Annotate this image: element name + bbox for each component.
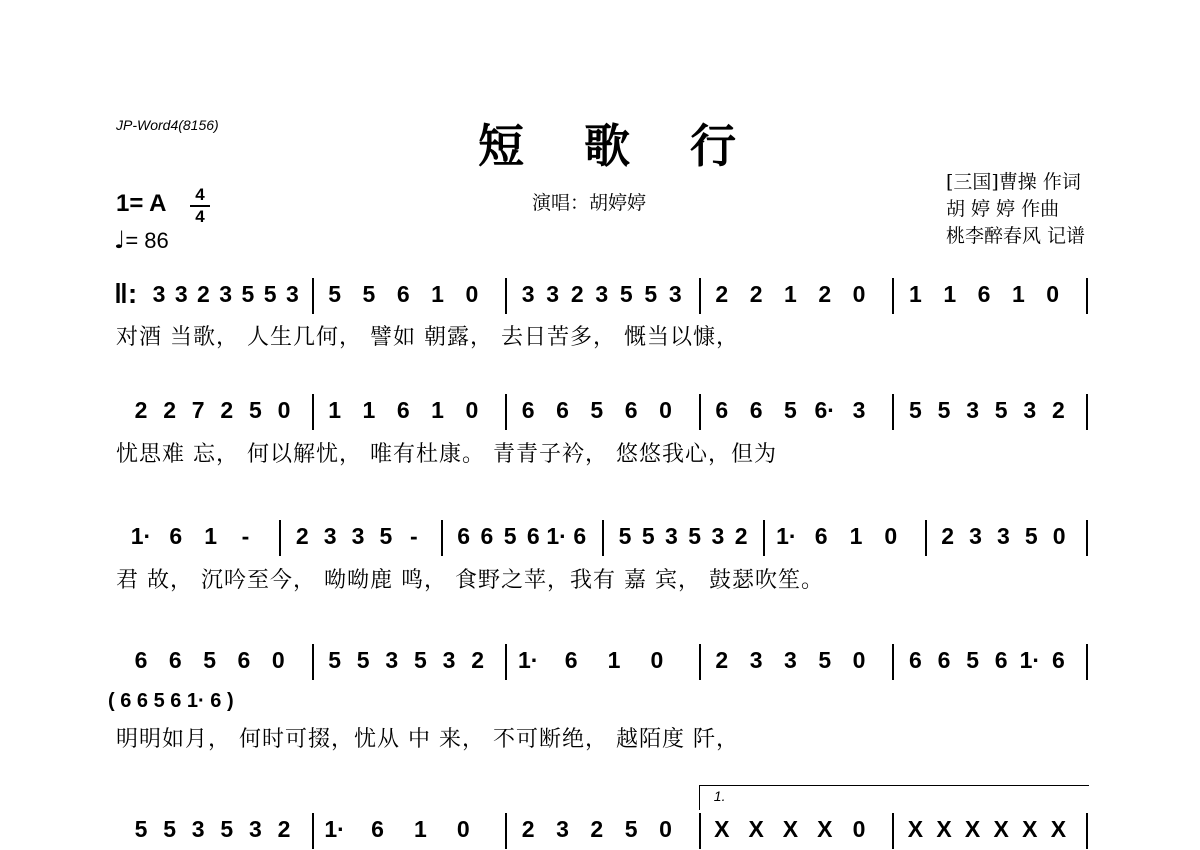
note: 0: [465, 281, 479, 307]
note: 6: [937, 647, 951, 673]
note: 1: [204, 523, 218, 549]
volta-label: 1.: [713, 788, 726, 804]
note: 2: [715, 647, 729, 673]
note: 6: [977, 281, 991, 307]
volta-bracket: [699, 785, 1089, 810]
lyrics-line: 忧思难 忘， 何以解忧， 唯有杜康。 青青子衿， 悠悠我心，但为: [116, 442, 777, 467]
key-signature: [116, 185, 205, 226]
barline: [892, 278, 894, 314]
note: 3: [749, 647, 763, 673]
note: 3: [248, 816, 262, 842]
note: 0: [271, 647, 285, 673]
note: 1·: [776, 523, 797, 549]
note: 2: [818, 281, 832, 307]
note: 6: [715, 397, 729, 423]
lyrics-line: 明明如月， 何时可掇，忧从 中 来， 不可断绝， 越陌度 阡，: [116, 727, 739, 752]
note: 0: [659, 397, 672, 423]
note: 3: [546, 281, 560, 307]
note: 5: [503, 523, 517, 549]
note: 1·: [517, 647, 539, 673]
barline: [699, 644, 701, 680]
credits-block: [946, 169, 1085, 250]
note: 1·: [130, 523, 152, 549]
note: 5: [818, 647, 832, 673]
note: 5: [644, 281, 658, 307]
note: 1: [849, 523, 863, 549]
note: 5: [220, 816, 234, 842]
barline: [602, 520, 604, 556]
time-numerator: 4: [195, 185, 205, 204]
note: 3: [852, 397, 866, 423]
note: 1: [784, 281, 797, 307]
note: 3: [1023, 397, 1037, 423]
note: 5: [356, 647, 370, 673]
note: -: [409, 523, 418, 549]
note: 5: [263, 281, 277, 307]
note: 1: [607, 647, 621, 673]
note: 5: [624, 816, 638, 842]
note: 3: [174, 281, 188, 307]
note: 3: [966, 397, 979, 423]
note: 6: [564, 647, 578, 673]
note: 2: [295, 523, 309, 549]
note: 6: [1051, 647, 1065, 673]
note: 5: [362, 281, 376, 307]
lyrics-line: 君 故， 沉吟至今， 呦呦鹿 鸣， 食野之苹，我有 嘉 宾， 鼓瑟吹笙。: [116, 568, 824, 593]
note: 0: [650, 647, 664, 673]
barline: [763, 520, 765, 556]
note: 3: [323, 523, 337, 549]
note: 6: [396, 397, 410, 423]
note: 3: [665, 523, 678, 549]
barline: [312, 278, 314, 314]
note: 0: [456, 816, 470, 842]
note: 6·: [814, 397, 835, 423]
note: 0: [465, 397, 479, 423]
note: 1: [1011, 281, 1025, 307]
note: X: [964, 816, 981, 842]
note: 0: [659, 816, 672, 842]
barline: [699, 813, 701, 849]
note: 6: [908, 647, 922, 673]
note: 2: [471, 647, 484, 673]
note: 2: [734, 523, 748, 549]
note: 3: [996, 523, 1010, 549]
software-version: JP-Word4(8156): [116, 117, 219, 133]
note: 5: [784, 397, 797, 423]
barline: [312, 813, 314, 849]
note: 1: [328, 397, 341, 423]
note: 6: [573, 523, 587, 549]
note: 1·: [324, 816, 345, 842]
note: 5: [248, 397, 262, 423]
note: 0: [277, 397, 291, 423]
barline: [505, 394, 507, 430]
barline: [505, 644, 507, 680]
note: 3: [351, 523, 365, 549]
note: 2: [715, 281, 729, 307]
note: 5: [937, 397, 951, 423]
note: 6: [371, 816, 384, 842]
note: 1·: [546, 523, 567, 549]
note: 1: [431, 281, 444, 307]
note: X: [748, 816, 764, 842]
note: 1: [908, 281, 922, 307]
note: 6: [994, 647, 1008, 673]
note: 3: [219, 281, 233, 307]
note: 5: [641, 523, 655, 549]
note: 3: [442, 647, 456, 673]
note: 5: [1024, 523, 1038, 549]
note: 5: [590, 397, 604, 423]
note: 5: [134, 816, 148, 842]
note: 3: [191, 816, 205, 842]
song-title: 短 歌 行: [478, 119, 759, 173]
barline: [1086, 644, 1088, 680]
quarter-note-icon: ♩: [114, 226, 126, 254]
note: 6: [168, 647, 182, 673]
note: X: [993, 816, 1009, 842]
barline: [441, 520, 443, 556]
composer-credit: 胡 婷 婷 作曲: [945, 198, 1060, 220]
barline: [1086, 813, 1088, 849]
note: 0: [1052, 523, 1066, 549]
note: 3: [152, 281, 166, 307]
note: 2: [941, 523, 955, 549]
note: 2: [590, 816, 604, 842]
note: 5: [966, 647, 979, 673]
note: 3: [285, 281, 299, 307]
note: 6: [396, 281, 410, 307]
note: 2: [134, 397, 148, 423]
barline: [1086, 394, 1088, 430]
note: 6: [480, 523, 494, 549]
transcriber-credit: 桃李醉春风 记谱: [945, 225, 1085, 247]
note: 3: [521, 281, 535, 307]
note: 1: [431, 397, 444, 423]
barline: [699, 278, 701, 314]
note: 5: [379, 523, 393, 549]
note: 5: [241, 281, 255, 307]
singer-credit: 演唱：胡婷婷: [532, 192, 647, 214]
tempo-value: = 86: [125, 228, 169, 253]
note: 3: [556, 816, 569, 842]
note: 5: [328, 281, 341, 307]
note: 2: [521, 816, 535, 842]
note: 6: [521, 397, 535, 423]
note: 5: [618, 523, 632, 549]
note: 0: [852, 281, 866, 307]
note: 3: [969, 523, 982, 549]
note: 3: [711, 523, 725, 549]
tempo-marking: [114, 226, 169, 254]
note: 2: [220, 397, 234, 423]
note: 5: [413, 647, 427, 673]
barline: [1086, 520, 1088, 556]
note: 2: [277, 816, 291, 842]
note: 7: [191, 397, 205, 423]
barline: [892, 394, 894, 430]
time-signature: [190, 186, 210, 226]
note: X: [817, 816, 833, 842]
note: 3: [385, 647, 399, 673]
note: 2: [197, 281, 210, 307]
note: 0: [884, 523, 898, 549]
time-denominator: 4: [195, 207, 205, 226]
note: 1: [943, 281, 957, 307]
note: 6: [749, 397, 763, 423]
note: 2: [163, 397, 176, 423]
note: 2: [749, 281, 763, 307]
barline: [892, 644, 894, 680]
note: 3: [668, 281, 682, 307]
note: 3: [784, 647, 797, 673]
note: 1·: [1019, 647, 1041, 673]
note: 5: [203, 647, 217, 673]
note: X: [714, 816, 730, 842]
note: 5: [688, 523, 702, 549]
key-label: 1= A: [116, 190, 167, 217]
note: 6: [237, 647, 251, 673]
note: 2: [1051, 397, 1065, 423]
note: 5: [163, 816, 176, 842]
note: 6: [457, 523, 471, 549]
barline: [312, 644, 314, 680]
note: X: [936, 816, 952, 842]
note: 0: [852, 816, 866, 842]
note: 5: [908, 397, 922, 423]
note: 2: [570, 281, 584, 307]
barline: [925, 520, 927, 556]
repeat-start-sign: ‖:: [114, 278, 138, 309]
note: X: [1050, 816, 1067, 842]
lyricist-credit: [三国]曹操 作词: [945, 171, 1081, 193]
note: 6: [169, 523, 183, 549]
alternate-notes: ( 6 6 5 6 1· 6 ): [108, 690, 234, 712]
note: X: [782, 816, 799, 842]
note: 5: [994, 397, 1008, 423]
note: 1: [413, 816, 427, 842]
note: 6: [134, 647, 148, 673]
barline: [505, 813, 507, 849]
note: 1: [362, 397, 376, 423]
barline: [892, 813, 894, 849]
note: 6: [814, 523, 828, 549]
note: X: [1022, 816, 1038, 842]
note: 6: [624, 397, 638, 423]
note: 6: [556, 397, 569, 423]
barline: [699, 394, 701, 430]
note: 5: [328, 647, 341, 673]
barline: [312, 394, 314, 430]
barline: [279, 520, 281, 556]
note: 6: [526, 523, 540, 549]
barline: [505, 278, 507, 314]
note: 5: [619, 281, 633, 307]
lyrics-line: 对酒 当歌， 人生几何， 譬如 朝露， 去日苦多， 慨当以慷，: [116, 325, 739, 350]
note: X: [907, 816, 924, 842]
note: -: [241, 523, 250, 549]
note: 0: [852, 647, 866, 673]
note: 3: [595, 281, 609, 307]
note: 0: [1046, 281, 1060, 307]
barline: [1086, 278, 1088, 314]
